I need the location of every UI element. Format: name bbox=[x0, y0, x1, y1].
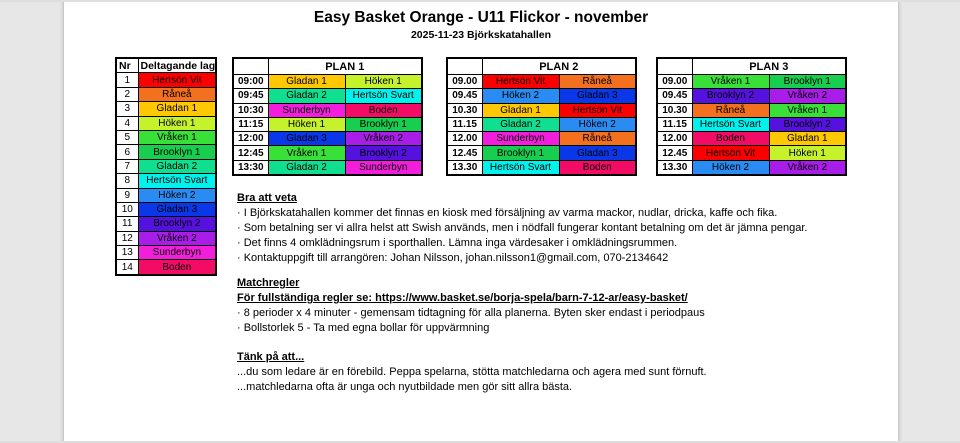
home-team-cell: Höken 2 bbox=[482, 89, 559, 103]
away-team-cell: Boden bbox=[345, 103, 422, 117]
match-row bbox=[233, 117, 422, 131]
column-header-nr: Nr bbox=[116, 58, 138, 73]
plan-2-schedule-table bbox=[446, 57, 637, 176]
match-row bbox=[657, 160, 846, 175]
team-row bbox=[116, 188, 216, 202]
team-number-cell: 3 bbox=[116, 102, 138, 116]
match-row bbox=[233, 75, 422, 89]
section-tank-pa-att bbox=[237, 350, 707, 395]
home-team-cell: Vråken 1 bbox=[692, 75, 769, 89]
home-team-cell: Hertsön Svart bbox=[692, 117, 769, 131]
home-team-cell: Gladan 1 bbox=[268, 75, 345, 89]
document-page bbox=[63, 0, 899, 443]
match-row bbox=[233, 103, 422, 117]
away-team-cell: Sunderbyn bbox=[345, 160, 422, 175]
home-team-cell: Gladan 3 bbox=[268, 132, 345, 146]
team-row bbox=[116, 231, 216, 245]
home-team-cell: Gladan 2 bbox=[482, 117, 559, 131]
match-time-cell: 11:15 bbox=[233, 117, 268, 131]
team-name-cell: Hertsön Vit bbox=[138, 73, 216, 87]
team-number-cell: 7 bbox=[116, 159, 138, 173]
match-time-cell: 10:30 bbox=[233, 103, 268, 117]
match-time-cell: 10.30 bbox=[657, 103, 692, 117]
match-row bbox=[233, 132, 422, 146]
team-number-cell: 9 bbox=[116, 188, 138, 202]
team-row bbox=[116, 116, 216, 130]
away-team-cell: Boden bbox=[559, 160, 636, 175]
team-row bbox=[116, 260, 216, 275]
match-time-cell: 09.00 bbox=[447, 75, 482, 89]
team-number-cell: 2 bbox=[116, 87, 138, 101]
column-header-deltagande-lag: Deltagande lag bbox=[138, 58, 216, 73]
away-team-cell: Höken 2 bbox=[559, 117, 636, 131]
section-line: ...du som ledare är en förebild. Peppa spelarna, stötta matchledarna och agera med sunt förnuft. bbox=[237, 366, 707, 378]
match-time-cell: 13:30 bbox=[233, 160, 268, 175]
away-team-cell: Råneå bbox=[559, 132, 636, 146]
away-team-cell: Vråken 2 bbox=[769, 160, 846, 175]
home-team-cell: Gladan 2 bbox=[268, 160, 345, 175]
home-team-cell: Hertsön Vit bbox=[482, 75, 559, 89]
team-number-cell: 10 bbox=[116, 202, 138, 216]
section-line: · I Björkskatahallen kommer det finnas en kiosk med försäljning av varma mackor, nudlar, dricka, kaffe och fika. bbox=[237, 207, 778, 219]
away-team-cell: Brooklyn 1 bbox=[345, 117, 422, 131]
section-line: · Bollstorlek 5 - Ta med egna bollar för uppvärmning bbox=[237, 322, 490, 334]
team-name-cell: Gladan 2 bbox=[138, 159, 216, 173]
away-team-cell: Råneå bbox=[559, 75, 636, 89]
away-team-cell: Höken 1 bbox=[345, 75, 422, 89]
match-time-cell: 12:00 bbox=[233, 132, 268, 146]
match-time-cell: 11.15 bbox=[657, 117, 692, 131]
away-team-cell: Gladan 1 bbox=[769, 132, 846, 146]
plan-3-corner-cell bbox=[657, 58, 692, 75]
match-time-cell: 13.30 bbox=[657, 160, 692, 175]
away-team-cell: Gladan 3 bbox=[559, 146, 636, 160]
section-matchregler bbox=[237, 276, 705, 336]
team-name-cell: Gladan 3 bbox=[138, 202, 216, 216]
home-team-cell: Brooklyn 2 bbox=[692, 89, 769, 103]
match-row bbox=[447, 160, 636, 175]
match-time-cell: 13.30 bbox=[447, 160, 482, 175]
section-heading: Tänk på att... bbox=[237, 351, 305, 363]
match-row bbox=[657, 132, 846, 146]
match-time-cell: 12.00 bbox=[657, 132, 692, 146]
team-number-cell: 4 bbox=[116, 116, 138, 130]
match-row bbox=[657, 103, 846, 117]
section-line: · Som betalning ser vi allra helst att Swish används, men i nödfall fungerar kontant betalning om det är jämna pengar. bbox=[237, 222, 808, 234]
team-row bbox=[116, 217, 216, 231]
section-line: · 8 perioder x 4 minuter - gemensam tidtagning för alla planerna. Byten sker endast i periodpaus bbox=[237, 307, 705, 319]
away-team-cell: Vråken 2 bbox=[345, 132, 422, 146]
match-time-cell: 12.45 bbox=[447, 146, 482, 160]
team-row bbox=[116, 202, 216, 216]
section-bra-att-veta bbox=[237, 191, 808, 266]
team-name-cell: Boden bbox=[138, 260, 216, 275]
match-row bbox=[233, 160, 422, 175]
team-name-cell: Höken 2 bbox=[138, 188, 216, 202]
match-row bbox=[447, 103, 636, 117]
match-time-cell: 12.45 bbox=[657, 146, 692, 160]
match-time-cell: 09.45 bbox=[657, 89, 692, 103]
match-row bbox=[657, 146, 846, 160]
home-team-cell: Hertsön Svart bbox=[482, 160, 559, 175]
plan-2-title: PLAN 2 bbox=[482, 58, 636, 75]
plan-1-title: PLAN 1 bbox=[268, 58, 422, 75]
participants-header-row bbox=[116, 58, 216, 73]
team-number-cell: 12 bbox=[116, 231, 138, 245]
away-team-cell: Vråken 2 bbox=[769, 89, 846, 103]
team-row bbox=[116, 145, 216, 159]
page-title: Easy Basket Orange - U11 Flickor - november bbox=[313, 9, 649, 26]
team-name-cell: Hertsön Svart bbox=[138, 174, 216, 188]
page-subtitle: 2025-11-23 Björkskatahallen bbox=[410, 29, 552, 41]
match-row bbox=[447, 89, 636, 103]
section-heading: Bra att veta bbox=[237, 192, 297, 204]
plan-1-schedule-table bbox=[232, 57, 423, 176]
plan-1-corner-cell bbox=[233, 58, 268, 75]
match-row bbox=[447, 75, 636, 89]
match-time-cell: 09:45 bbox=[233, 89, 268, 103]
match-time-cell: 09.00 bbox=[657, 75, 692, 89]
home-team-cell: Sunderbyn bbox=[482, 132, 559, 146]
match-time-cell: 12:45 bbox=[233, 146, 268, 160]
section-bold-line: För fullständiga regler se: https://www.basket.se/borja-spela/barn-7-12-ar/easy-basket/ bbox=[237, 292, 688, 304]
home-team-cell: Brooklyn 1 bbox=[482, 146, 559, 160]
away-team-cell: Brooklyn 2 bbox=[769, 117, 846, 131]
team-name-cell: Vråken 2 bbox=[138, 231, 216, 245]
match-row bbox=[657, 117, 846, 131]
team-row bbox=[116, 246, 216, 260]
home-team-cell: Höken 2 bbox=[692, 160, 769, 175]
participants-table bbox=[115, 57, 217, 276]
away-team-cell: Gladan 3 bbox=[559, 89, 636, 103]
plan-3-title: PLAN 3 bbox=[692, 58, 846, 75]
match-row bbox=[447, 132, 636, 146]
match-row bbox=[447, 117, 636, 131]
home-team-cell: Gladan 1 bbox=[482, 103, 559, 117]
team-number-cell: 14 bbox=[116, 260, 138, 275]
match-row bbox=[233, 89, 422, 103]
plan-2-corner-cell bbox=[447, 58, 482, 75]
away-team-cell: Brooklyn 1 bbox=[769, 75, 846, 89]
plan-1-header-row bbox=[233, 58, 422, 75]
section-line: ...matchledarna ofta är unga och nyutbildade men gör sitt allra bästa. bbox=[237, 381, 573, 393]
home-team-cell: Råneå bbox=[692, 103, 769, 117]
team-name-cell: Brooklyn 1 bbox=[138, 145, 216, 159]
team-name-cell: Höken 1 bbox=[138, 116, 216, 130]
away-team-cell: Brooklyn 2 bbox=[345, 146, 422, 160]
team-number-cell: 8 bbox=[116, 174, 138, 188]
viewer-top-edge bbox=[0, 0, 960, 2]
team-number-cell: 6 bbox=[116, 145, 138, 159]
match-time-cell: 12.00 bbox=[447, 132, 482, 146]
home-team-cell: Höken 1 bbox=[268, 117, 345, 131]
team-number-cell: 5 bbox=[116, 130, 138, 144]
match-time-cell: 11.15 bbox=[447, 117, 482, 131]
match-row bbox=[657, 89, 846, 103]
match-time-cell: 09:00 bbox=[233, 75, 268, 89]
team-row bbox=[116, 174, 216, 188]
team-row bbox=[116, 159, 216, 173]
section-line: · Kontaktuppgift till arrangören: Johan Nilsson, johan.nilsson1@gmail.com, 070-2134642 bbox=[237, 252, 669, 264]
home-team-cell: Gladan 2 bbox=[268, 89, 345, 103]
plan-2-header-row bbox=[447, 58, 636, 75]
away-team-cell: Vråken 1 bbox=[769, 103, 846, 117]
away-team-cell: Höken 1 bbox=[769, 146, 846, 160]
section-heading: Matchregler bbox=[237, 277, 300, 289]
match-time-cell: 10.30 bbox=[447, 103, 482, 117]
plan-3-schedule-table bbox=[656, 57, 847, 176]
team-name-cell: Vråken 1 bbox=[138, 130, 216, 144]
away-team-cell: Hertsön Svart bbox=[345, 89, 422, 103]
plan-3-header-row bbox=[657, 58, 846, 75]
match-row bbox=[447, 146, 636, 160]
away-team-cell: Hertsön Vit bbox=[559, 103, 636, 117]
team-name-cell: Gladan 1 bbox=[138, 102, 216, 116]
section-line: · Det finns 4 omklädningsrum i sporthallen. Lämna inga värdesaker i omklädningsrummen. bbox=[237, 237, 678, 249]
team-row bbox=[116, 130, 216, 144]
team-name-cell: Råneå bbox=[138, 87, 216, 101]
home-team-cell: Vråken 1 bbox=[268, 146, 345, 160]
match-row bbox=[657, 75, 846, 89]
match-row bbox=[233, 146, 422, 160]
team-number-cell: 13 bbox=[116, 246, 138, 260]
home-team-cell: Hertsön Vit bbox=[692, 146, 769, 160]
team-row bbox=[116, 102, 216, 116]
home-team-cell: Boden bbox=[692, 132, 769, 146]
team-row bbox=[116, 73, 216, 87]
team-name-cell: Sunderbyn bbox=[138, 246, 216, 260]
home-team-cell: Sunderbyn bbox=[268, 103, 345, 117]
team-row bbox=[116, 87, 216, 101]
match-time-cell: 09.45 bbox=[447, 89, 482, 103]
team-number-cell: 11 bbox=[116, 217, 138, 231]
team-number-cell: 1 bbox=[116, 73, 138, 87]
team-name-cell: Brooklyn 2 bbox=[138, 217, 216, 231]
